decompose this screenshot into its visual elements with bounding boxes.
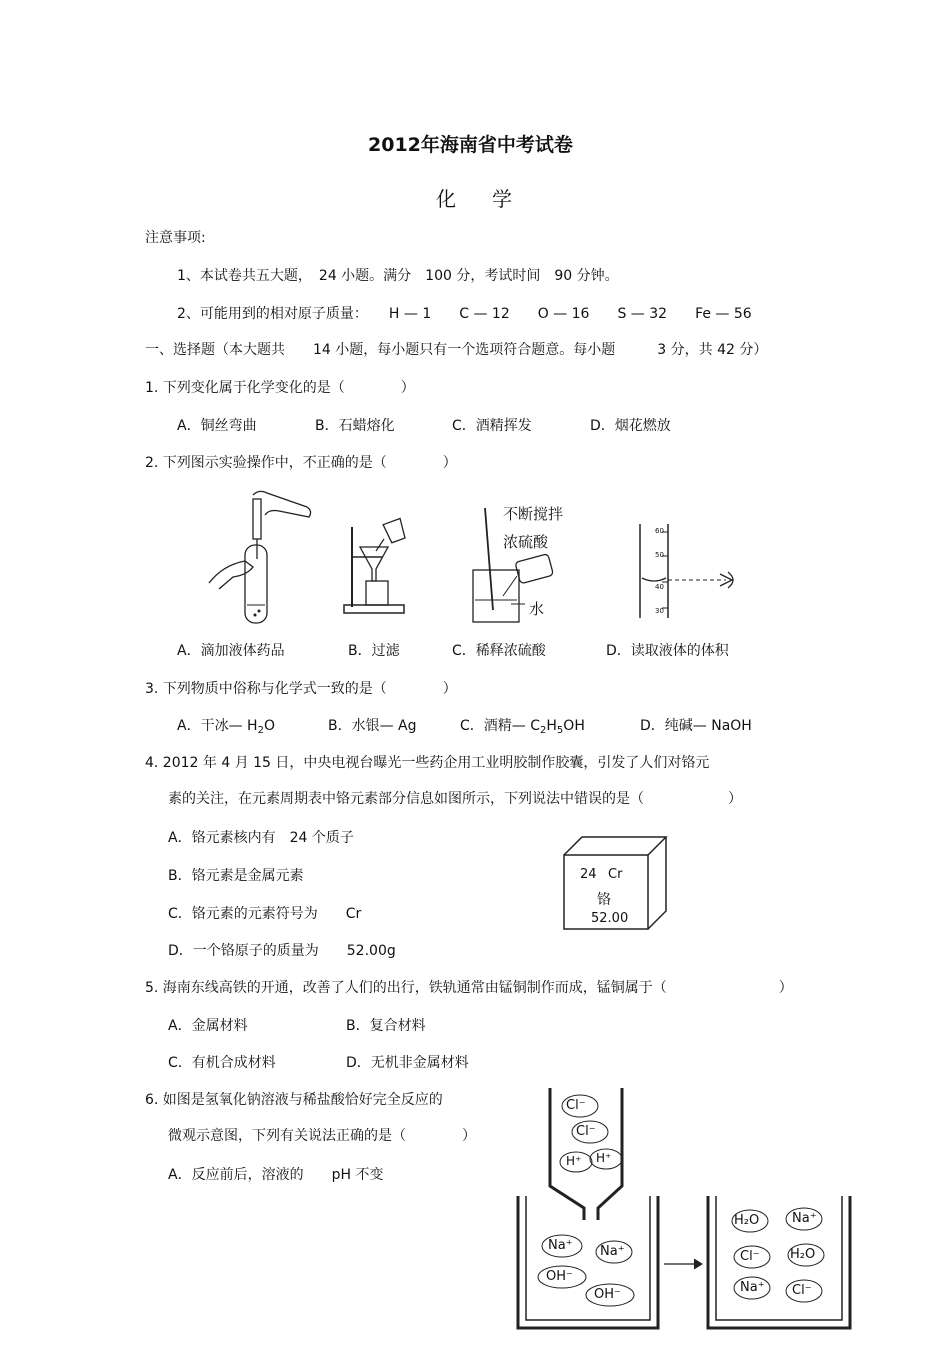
dropper-figure: [205, 487, 315, 627]
element-symbol: Cr: [608, 867, 623, 882]
cylinder-tick-60: 60: [655, 527, 664, 535]
q2-option-a: A．滴加液体药品: [177, 643, 285, 659]
q4-option-c: C．铬元素的元素符号为 Cr: [168, 906, 362, 922]
ion-oh-2: OH⁻: [594, 1287, 621, 1302]
q2-stem: 2. 下列图示实验操作中，不正确的是（ ）: [145, 455, 457, 471]
q1-option-b: B．石蜡熔化: [315, 418, 395, 434]
molecule-h2o-1: H₂O: [734, 1213, 760, 1228]
ion-h-2: H⁺: [596, 1151, 612, 1165]
q5-stem: 5. 海南东线高铁的开通，改善了人们的出行，铁轨通常由锰铜制作而成，锰铜属于（ ）: [145, 980, 793, 996]
q6-option-a: A．反应前后，溶液的 pH 不变: [168, 1167, 384, 1183]
q3-stem: 3. 下列物质中俗称与化学式一致的是（ ）: [145, 681, 457, 697]
q1-option-a: A．铜丝弯曲: [177, 418, 257, 434]
q4-stem-line1: 4. 2012 年 4 月 15 日，中央电视台曝光一些药企用工业明胶制作胶囊，引发了人们对铬元: [145, 755, 710, 771]
ion-cl-2: Cl⁻: [576, 1124, 596, 1139]
q3-option-a: A．干冰— $H_2O$: [177, 718, 275, 736]
q1-stem: 1. 下列变化属于化学变化的是（ ）: [145, 380, 415, 396]
subject-char-1: 化: [436, 187, 456, 211]
q2-option-b: B．过滤: [348, 643, 400, 659]
ion-cl-4: Cl⁻: [792, 1283, 812, 1298]
cylinder-tick-50: 50: [655, 551, 664, 559]
filtration-figure: [340, 517, 430, 617]
element-mass: 52.00: [591, 911, 629, 926]
q5-option-c: C．有机合成材料: [168, 1055, 276, 1071]
ion-cl-3: Cl⁻: [740, 1249, 760, 1264]
element-atomic-number: 24: [580, 867, 597, 882]
subject-char-2: 学: [492, 187, 512, 211]
q2-option-d: D．读取液体的体积: [606, 643, 729, 659]
q5-option-d: D．无机非金属材料: [346, 1055, 469, 1071]
fig-label-stir: 不断搅拌: [503, 505, 564, 523]
q1-option-d: D．烟花燃放: [590, 418, 671, 434]
q2-option-c: C．稀释浓硫酸: [452, 643, 546, 659]
q4-option-b: B．铬元素是金属元素: [168, 868, 304, 884]
ion-na-2: Na⁺: [600, 1244, 625, 1259]
section-heading: 一、选择题（本大题共 14 小题，每小题只有一个选项符合题意。每小题 3 分，共 42 分）: [145, 342, 768, 358]
q5-option-b: B．复合材料: [346, 1018, 426, 1034]
q3-option-c: C．酒精— $C_2H_5OH$: [460, 718, 585, 736]
q5-option-a: A．金属材料: [168, 1018, 248, 1034]
ion-na-4: Na⁺: [740, 1280, 765, 1295]
ion-na-3: Na⁺: [792, 1211, 817, 1226]
q1-option-c: C．酒精挥发: [452, 418, 532, 434]
cylinder-tick-30: 30: [655, 607, 664, 615]
q3-option-b: B．水银— Ag: [328, 718, 417, 734]
q3-option-d: D．纯碱— NaOH: [640, 718, 752, 734]
ion-oh-1: OH⁻: [546, 1269, 573, 1284]
q4-stem-line2: 素的关注，在元素周期表中铬元素部分信息如图所示，下列说法中错误的是（ ）: [168, 791, 742, 807]
notes-item-1: 1、本试卷共五大题， 24 小题。满分 100 分，考试时间 90 分钟。: [177, 268, 619, 284]
molecule-h2o-2: H₂O: [790, 1247, 816, 1262]
q4-option-a: A．铬元素核内有 24 个质子: [168, 830, 354, 846]
ion-na-1: Na⁺: [548, 1238, 573, 1253]
q4-option-d: D．一个铬原子的质量为 52.00g: [168, 943, 396, 959]
ion-cl-1: Cl⁻: [566, 1098, 586, 1113]
q6-stem-line2: 微观示意图，下列有关说法正确的是（ ）: [168, 1128, 476, 1144]
exam-title: 2012年海南省中考试卷: [368, 134, 573, 156]
fig-label-acid: 浓硫酸: [503, 533, 549, 551]
element-name: 铬: [597, 892, 611, 908]
cylinder-tick-40: 40: [655, 583, 664, 591]
cylinder-figure: [628, 520, 748, 620]
notes-item-2: 2、可能用到的相对原子质量： H — 1 C — 12 O — 16 S — 32 Fe — 56: [177, 306, 752, 322]
ion-h-1: H⁺: [566, 1154, 582, 1168]
q6-stem-line1: 6. 如图是氢氧化钠溶液与稀盐酸恰好完全反应的: [145, 1092, 443, 1108]
notes-heading: 注意事项:: [145, 230, 206, 246]
fig-label-water: 水: [529, 600, 545, 618]
